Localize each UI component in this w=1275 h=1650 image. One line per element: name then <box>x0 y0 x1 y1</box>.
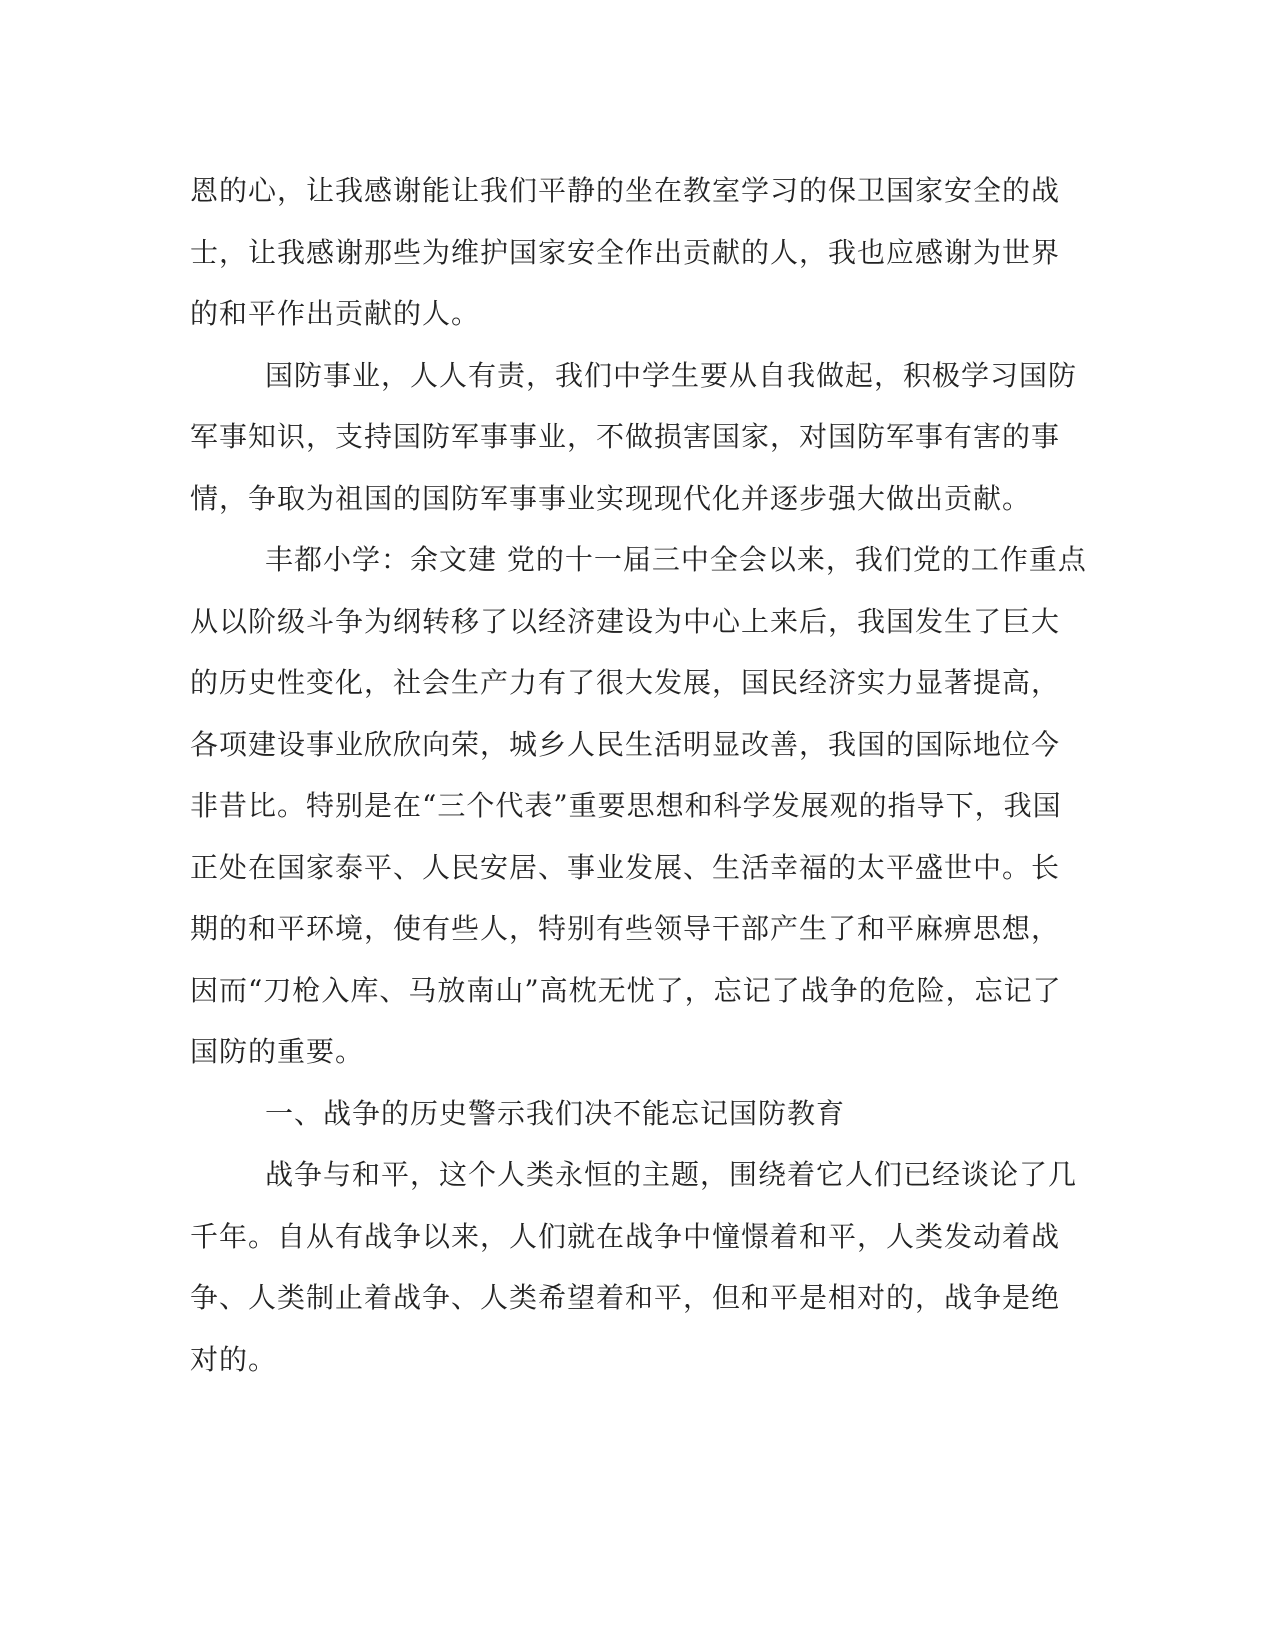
text-line: 正处在国家泰平、人民安居、事业发展、生活幸福的太平盛世中。长 <box>190 850 1061 884</box>
text-line: 情，争取为祖国的国防军事事业实现现代化并逐步强大做出贡献。 <box>190 481 1032 515</box>
text-line: 各项建设事业欣欣向荣，城乡人民生活明显改善，我国的国际地位今 <box>190 727 1061 761</box>
paragraph-first-line: 丰都小学：余文建 党的十一届三中全会以来，我们党的工作重点 <box>265 543 1087 576</box>
text-line: 对的。 <box>190 1342 278 1376</box>
text-line: 期的和平环境，使有些人，特别有些领导干部产生了和平麻痹思想， <box>190 912 1061 945</box>
paragraph-first-line: 国防事业，人人有责，我们中学生要从自我做起，积极学习国防 <box>265 358 1078 392</box>
text-line: 争、人类制止着战争、人类希望着和平，但和平是相对的，战争是绝 <box>190 1281 1061 1314</box>
text-line: 因而“刀枪入库、马放南山”高枕无忧了，忘记了战争的危险，忘记了 <box>190 973 1062 1007</box>
text-line: 的和平作出贡献的人。 <box>190 297 481 330</box>
text-line: 恩的心，让我感谢能让我们平静的坐在教室学习的保卫国家安全的战 <box>190 174 1061 207</box>
paragraph-first-line: 战争与和平，这个人类永恒的主题，围绕着它人们已经谈论了几 <box>265 1158 1078 1191</box>
text-line: 国防的重要。 <box>190 1035 365 1068</box>
text-line: 非昔比。特别是在“三个代表”重要思想和科学发展观的指导下，我国 <box>190 789 1062 822</box>
section-heading: 一、战争的历史警示我们决不能忘记国防教育 <box>265 1096 846 1130</box>
text-line: 的历史性变化，社会生产力有了很大发展，国民经济实力显著提高， <box>190 666 1061 699</box>
text-line: 从以阶级斗争为纲转移了以经济建设为中心上来后，我国发生了巨大 <box>190 604 1061 638</box>
document-body <box>190 160 1090 1390</box>
text-line: 军事知识，支持国防军事事业，不做损害国家，对国防军事有害的事 <box>190 420 1061 453</box>
text-line: 千年。自从有战争以来，人们就在战争中憧憬着和平，人类发动着战 <box>190 1219 1061 1253</box>
text-line: 士，让我感谢那些为维护国家安全作出贡献的人，我也应感谢为世界 <box>190 235 1061 269</box>
